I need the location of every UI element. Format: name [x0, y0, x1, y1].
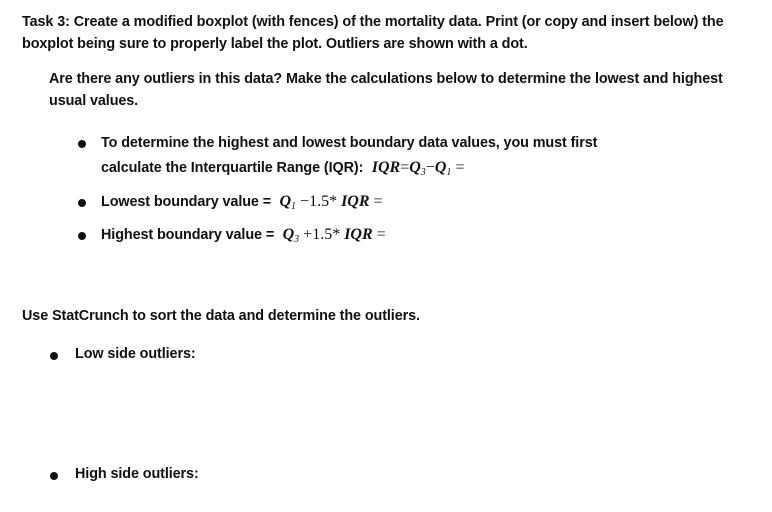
iqr-instruction-line1: To determine the highest and lowest boundary data values, you must first	[101, 135, 598, 151]
formula-iqr: IQR	[371, 159, 401, 176]
lowest-boundary-formula: $Q_1 -1.5*$ IQR =	[279, 193, 383, 212]
formula-factor: 1.5	[309, 193, 330, 210]
high-side-outliers-label: High side outliers:	[75, 466, 199, 482]
formula-iqr: IQR	[341, 193, 370, 210]
highest-boundary-line	[101, 226, 386, 245]
formula-q3: Q	[282, 226, 295, 243]
lowest-boundary-line	[101, 193, 383, 212]
lowest-boundary-label: Lowest boundary value =	[101, 194, 272, 210]
iqr-formula: $IQR=Q_3-Q_1$ =	[371, 159, 465, 178]
bullet-icon	[50, 352, 58, 360]
formula-q3-subscript: 3	[294, 234, 300, 245]
formula-iqr: IQR	[344, 226, 373, 243]
formula-factor: 1.5	[312, 226, 333, 243]
bullet-icon	[78, 140, 86, 148]
iqr-instruction-line2	[101, 159, 464, 178]
task-heading: Task 3: Create a modified boxplot (with fences) of the mortality data. Print (or copy and insert below) the boxplot being sure to properly label the plot. Outliers are shown with a dot.	[22, 14, 724, 52]
formula-q1: Q	[434, 159, 447, 176]
statcrunch-instruction: Use StatCrunch to sort the data and determine the outliers.	[22, 308, 420, 324]
formula-q1: Q	[279, 193, 292, 210]
outlier-question: Are there any outliers in this data? Make the calculations below to determine the lowest and highest usual values.	[49, 71, 723, 109]
bullet-icon	[78, 232, 86, 240]
highest-boundary-label: Highest boundary value =	[101, 227, 275, 243]
formula-q1-subscript: 1	[291, 201, 297, 212]
formula-q3-subscript: 3	[420, 167, 426, 178]
bullet-icon	[50, 472, 58, 480]
formula-q3: Q	[409, 159, 421, 176]
bullet-icon	[78, 199, 86, 207]
highest-boundary-formula: $Q_3 +1.5*$ IQR =	[282, 226, 386, 245]
low-side-outliers-label: Low side outliers:	[75, 346, 196, 362]
formula-q1-subscript: 1	[446, 167, 452, 178]
iqr-instruction-label: calculate the Interquartile Range (IQR):	[101, 160, 364, 176]
